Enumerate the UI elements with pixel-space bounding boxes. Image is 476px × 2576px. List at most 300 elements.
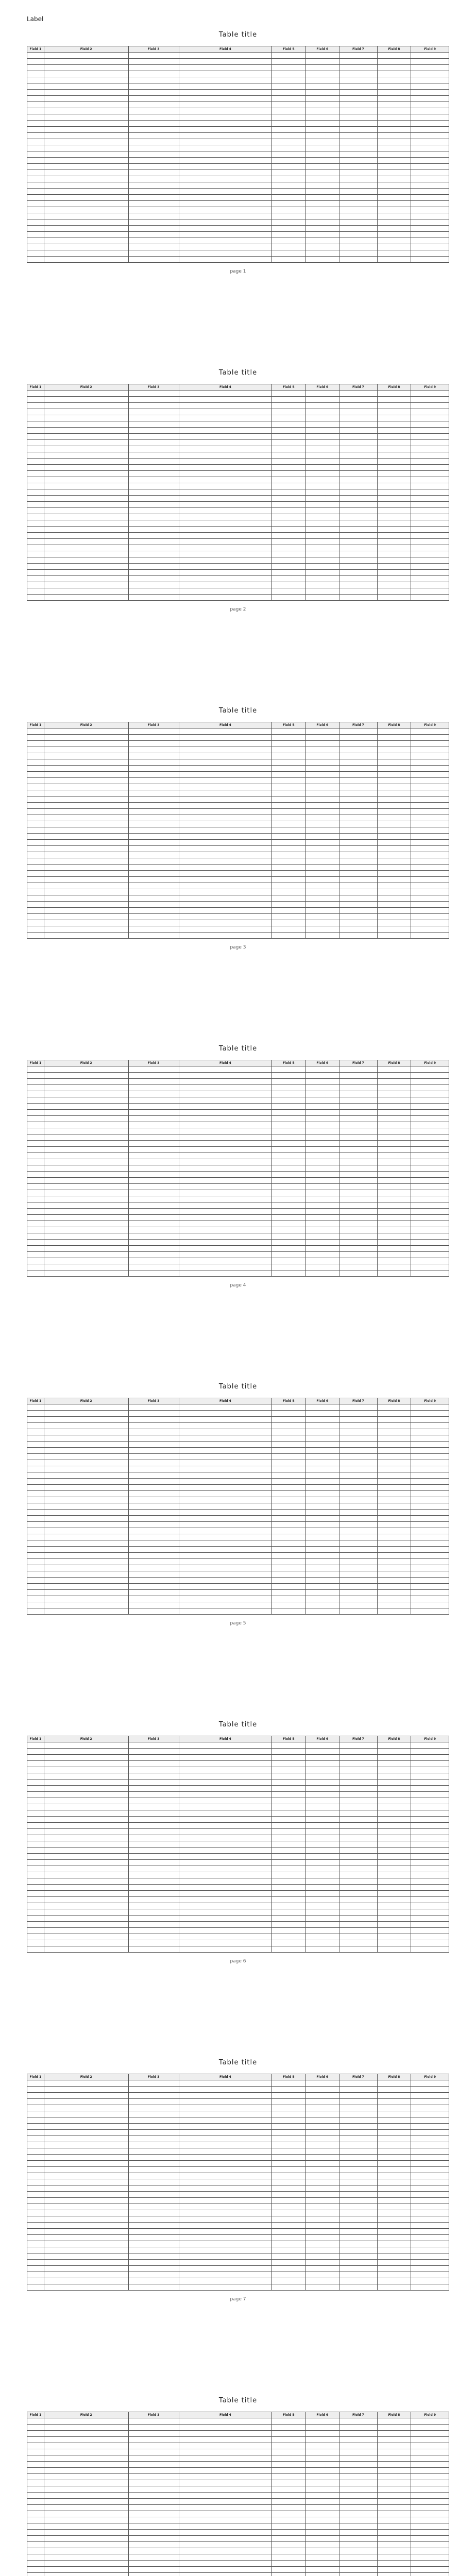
table-cell (44, 1134, 128, 1141)
table-cell (271, 2260, 305, 2266)
table-cell (271, 2542, 305, 2548)
table-cell (305, 1780, 339, 1786)
table-row (27, 1202, 449, 1209)
table-cell (271, 790, 305, 796)
table-cell (305, 527, 339, 533)
table-cell (27, 735, 44, 741)
table-cell (27, 195, 44, 201)
table-cell (411, 403, 449, 409)
table-cell (339, 2425, 378, 2431)
table-row (27, 2148, 449, 2155)
table-cell (339, 170, 378, 176)
table-cell (377, 728, 411, 735)
table-row (27, 446, 449, 452)
table-cell (27, 121, 44, 127)
page-number: page 3 (230, 945, 246, 950)
table-cell (271, 2486, 305, 2493)
table-cell (128, 415, 179, 421)
table-cell (411, 145, 449, 151)
table-cell (271, 415, 305, 421)
table-cell (305, 2567, 339, 2573)
table-cell (411, 1559, 449, 1565)
table-row (27, 533, 449, 539)
table-row (27, 1258, 449, 1264)
table-cell (411, 2155, 449, 2161)
table-cell (377, 1264, 411, 1270)
table-cell (128, 1178, 179, 1184)
column-header: Field 6 (305, 1398, 339, 1404)
table-cell (305, 83, 339, 90)
table-cell (411, 1246, 449, 1252)
table-cell (305, 250, 339, 257)
table-cell (27, 71, 44, 77)
table-cell (128, 1528, 179, 1534)
table-cell (128, 1885, 179, 1891)
table-cell (339, 2542, 378, 2548)
table-cell (411, 1755, 449, 1761)
table-cell (305, 1110, 339, 1116)
table-cell (179, 2523, 271, 2530)
table-cell (44, 2474, 128, 2480)
table-cell (377, 1584, 411, 1590)
table-cell (128, 2148, 179, 2155)
table-cell (339, 902, 378, 908)
table-cell (305, 1928, 339, 1934)
table-row (27, 1767, 449, 1773)
table-cell (179, 446, 271, 452)
table-row (27, 840, 449, 846)
table-cell (27, 1246, 44, 1252)
table-cell (411, 1196, 449, 1202)
table-cell (128, 244, 179, 250)
table-cell (305, 2523, 339, 2530)
table-row (27, 834, 449, 840)
table-row (27, 2493, 449, 2499)
table-cell (44, 1767, 128, 1773)
table-cell (305, 59, 339, 65)
table-cell (128, 2284, 179, 2291)
table-cell (339, 1491, 378, 1497)
table-cell (377, 1104, 411, 1110)
table-cell (271, 766, 305, 772)
table-cell (305, 182, 339, 189)
table-cell (27, 2229, 44, 2235)
table-cell (377, 257, 411, 263)
table-cell (377, 908, 411, 914)
table-cell (44, 164, 128, 170)
table-cell (128, 1798, 179, 1804)
table-cell (271, 2148, 305, 2155)
table-cell (44, 1798, 128, 1804)
table-cell (305, 2517, 339, 2523)
table-cell (377, 1196, 411, 1202)
table-cell (179, 2099, 271, 2105)
table-cell (305, 1602, 339, 1608)
table-cell (411, 1823, 449, 1829)
table-cell (377, 2117, 411, 2124)
table-cell (339, 1559, 378, 1565)
table-cell (305, 1848, 339, 1854)
table-cell (377, 1835, 411, 1841)
column-header: Field 2 (44, 2074, 128, 2080)
table-cell (44, 2266, 128, 2272)
table-row (27, 121, 449, 127)
table-cell (271, 2210, 305, 2216)
table-cell (411, 933, 449, 939)
table-row (27, 803, 449, 809)
table-row (27, 889, 449, 895)
table-row (27, 2210, 449, 2216)
table-cell (339, 564, 378, 570)
table-cell (305, 1578, 339, 1584)
column-header: Field 5 (271, 1736, 305, 1742)
table-cell (305, 397, 339, 403)
table-cell (128, 1153, 179, 1159)
table-cell (411, 2216, 449, 2223)
table-cell (377, 164, 411, 170)
table-cell (179, 1104, 271, 1110)
table-cell (128, 452, 179, 459)
table-cell (27, 133, 44, 139)
table-cell (377, 766, 411, 772)
table-cell (339, 1448, 378, 1454)
table-cell (339, 2284, 378, 2291)
table-cell (411, 2124, 449, 2130)
table-cell (271, 741, 305, 747)
table-cell (44, 121, 128, 127)
table-cell (179, 1596, 271, 1602)
table-cell (44, 1091, 128, 1097)
table-cell (44, 1097, 128, 1104)
table-cell (411, 1435, 449, 1442)
table-cell (339, 77, 378, 83)
table-cell (411, 1184, 449, 1190)
table-cell (271, 747, 305, 753)
table-cell (44, 840, 128, 846)
table-cell (339, 415, 378, 421)
table-cell (339, 1547, 378, 1553)
table-cell (44, 1872, 128, 1878)
table-cell (44, 1878, 128, 1885)
table-cell (339, 1786, 378, 1792)
table-cell (44, 2161, 128, 2167)
table-cell (271, 1104, 305, 1110)
table-cell (271, 821, 305, 827)
table-cell (179, 840, 271, 846)
table-cell (305, 77, 339, 83)
column-header: Field 8 (377, 46, 411, 53)
table-cell (179, 1946, 271, 1953)
table-cell (305, 1608, 339, 1615)
table-cell (377, 2105, 411, 2111)
table-cell (305, 933, 339, 939)
table-cell (271, 551, 305, 557)
table-cell (377, 514, 411, 520)
table-cell (179, 1209, 271, 1215)
table-cell (271, 2425, 305, 2431)
table-cell (339, 741, 378, 747)
table-cell (27, 158, 44, 164)
table-cell (271, 250, 305, 257)
table-row (27, 1835, 449, 1841)
table-row (27, 403, 449, 409)
table-cell (128, 2468, 179, 2474)
table-cell (128, 1233, 179, 1240)
table-cell (128, 1602, 179, 1608)
table-cell (27, 1215, 44, 1221)
table-cell (305, 595, 339, 601)
table-row (27, 77, 449, 83)
table-cell (27, 1534, 44, 1540)
table-cell (305, 1940, 339, 1946)
table-cell (179, 1860, 271, 1866)
table-cell (377, 1940, 411, 1946)
table-cell (128, 753, 179, 759)
table-cell (339, 108, 378, 114)
table-cell (128, 1749, 179, 1755)
table-cell (179, 2185, 271, 2192)
table-cell (339, 1854, 378, 1860)
table-cell (411, 2167, 449, 2173)
table-cell (27, 803, 44, 809)
table-cell (128, 1608, 179, 1615)
table-cell (377, 2425, 411, 2431)
table-row (27, 489, 449, 496)
table-cell (27, 1798, 44, 1804)
table-row (27, 1190, 449, 1196)
table-cell (339, 102, 378, 108)
table-cell (377, 1878, 411, 1885)
table-cell (377, 1466, 411, 1472)
table-cell (305, 96, 339, 102)
table-cell (44, 2247, 128, 2253)
table-cell (44, 1841, 128, 1848)
table-cell (179, 1423, 271, 1429)
table-cell (305, 1804, 339, 1810)
table-cell (44, 772, 128, 778)
table-cell (179, 102, 271, 108)
table-cell (377, 415, 411, 421)
table-cell (377, 1934, 411, 1940)
table-cell (305, 2418, 339, 2425)
table-cell (179, 1786, 271, 1792)
table-cell (377, 1454, 411, 1460)
table-cell (411, 784, 449, 790)
table-cell (128, 489, 179, 496)
table-row (27, 391, 449, 397)
table-cell (339, 1804, 378, 1810)
table-cell (411, 809, 449, 815)
table-row (27, 1196, 449, 1202)
table-cell (271, 1872, 305, 1878)
table-cell (27, 1510, 44, 1516)
table-cell (128, 2455, 179, 2462)
column-header: Field 7 (339, 2074, 378, 2080)
table-row (27, 2530, 449, 2536)
table-cell (179, 2455, 271, 2462)
column-header: Field 5 (271, 722, 305, 728)
table-cell (411, 1497, 449, 1503)
table-cell (179, 821, 271, 827)
table-cell (377, 796, 411, 803)
table-cell (411, 1442, 449, 1448)
table-cell (339, 1891, 378, 1897)
table-cell (27, 520, 44, 527)
table-cell (27, 213, 44, 219)
table-cell (271, 2124, 305, 2130)
table-cell (339, 827, 378, 834)
table-cell (377, 852, 411, 858)
table-cell (271, 735, 305, 741)
table-cell (339, 1221, 378, 1227)
table-cell (305, 2462, 339, 2468)
table-cell (44, 1854, 128, 1860)
table-cell (128, 889, 179, 895)
table-cell (377, 564, 411, 570)
table-cell (339, 250, 378, 257)
table-cell (411, 2284, 449, 2291)
table-cell (27, 1767, 44, 1773)
table-cell (271, 914, 305, 920)
table-cell (305, 1761, 339, 1767)
table-cell (44, 2216, 128, 2223)
table-cell (305, 747, 339, 753)
data-table (27, 2074, 449, 2291)
table-cell (44, 459, 128, 465)
table-cell (271, 483, 305, 489)
table-row (27, 735, 449, 741)
table-cell (27, 1258, 44, 1264)
table-row (27, 1891, 449, 1897)
table-cell (179, 1466, 271, 1472)
table-cell (411, 2093, 449, 2099)
table-cell (377, 2130, 411, 2136)
table-cell (27, 576, 44, 582)
table-cell (339, 1780, 378, 1786)
table-cell (128, 1841, 179, 1848)
table-cell (271, 1460, 305, 1466)
table-row (27, 232, 449, 238)
table-cell (305, 1798, 339, 1804)
table-cell (179, 2468, 271, 2474)
table-cell (339, 2216, 378, 2223)
table-cell (128, 1596, 179, 1602)
table-cell (377, 502, 411, 508)
table-cell (411, 2536, 449, 2542)
table-cell (128, 2167, 179, 2173)
table-cell (411, 1934, 449, 1940)
table-cell (179, 902, 271, 908)
table-cell (44, 2241, 128, 2247)
table-cell (44, 483, 128, 489)
table-cell (305, 1571, 339, 1578)
table-cell (27, 1128, 44, 1134)
table-cell (179, 2462, 271, 2468)
table-cell (128, 83, 179, 90)
table-cell (271, 1928, 305, 1934)
table-cell (179, 471, 271, 477)
table-cell (128, 582, 179, 588)
table-cell (377, 1755, 411, 1761)
table-cell (305, 2505, 339, 2511)
table-cell (44, 2105, 128, 2111)
table-cell (377, 747, 411, 753)
table-cell (339, 244, 378, 250)
table-cell (179, 121, 271, 127)
table-cell (377, 557, 411, 564)
table-cell (128, 1141, 179, 1147)
table-cell (128, 520, 179, 527)
table-cell (27, 2216, 44, 2223)
table-cell (377, 2284, 411, 2291)
table-cell (44, 108, 128, 114)
table-cell (27, 83, 44, 90)
table-cell (128, 588, 179, 595)
table-cell (339, 1584, 378, 1590)
table-cell (411, 766, 449, 772)
column-header: Field 7 (339, 46, 378, 53)
page-number: page 4 (230, 1283, 246, 1288)
table-cell (271, 232, 305, 238)
table-row (27, 570, 449, 576)
table-cell (411, 1110, 449, 1116)
page-title: Table title (218, 707, 258, 715)
table-cell (305, 1091, 339, 1097)
table-cell (128, 2223, 179, 2229)
table-cell (27, 766, 44, 772)
column-header: Field 9 (411, 384, 449, 391)
table-cell (377, 127, 411, 133)
table-cell (339, 1159, 378, 1165)
table-cell (44, 2111, 128, 2117)
table-cell (377, 2455, 411, 2462)
table-row (27, 2567, 449, 2573)
table-row (27, 2192, 449, 2198)
table-cell (339, 545, 378, 551)
table-cell (179, 834, 271, 840)
table-cell (305, 1472, 339, 1479)
table-cell (27, 127, 44, 133)
table-cell (179, 809, 271, 815)
table-cell (128, 2173, 179, 2179)
column-header: Field 1 (27, 1060, 44, 1066)
table-cell (179, 195, 271, 201)
table-cell (179, 1755, 271, 1761)
table-cell (411, 502, 449, 508)
table-cell (27, 821, 44, 827)
table-cell (411, 1491, 449, 1497)
table-cell (377, 2235, 411, 2241)
table-cell (179, 170, 271, 176)
table-cell (128, 2499, 179, 2505)
table-cell (339, 71, 378, 77)
table-cell (27, 1411, 44, 1417)
table-cell (44, 2573, 128, 2576)
table-cell (411, 1454, 449, 1460)
table-row (27, 219, 449, 226)
table-cell (271, 2223, 305, 2229)
table-cell (27, 778, 44, 784)
table-row (27, 477, 449, 483)
table-row (27, 920, 449, 926)
table-cell (128, 182, 179, 189)
table-cell (271, 114, 305, 121)
table-cell (44, 527, 128, 533)
table-row (27, 244, 449, 250)
table-cell (44, 1516, 128, 1522)
column-header: Field 8 (377, 722, 411, 728)
table-cell (27, 391, 44, 397)
